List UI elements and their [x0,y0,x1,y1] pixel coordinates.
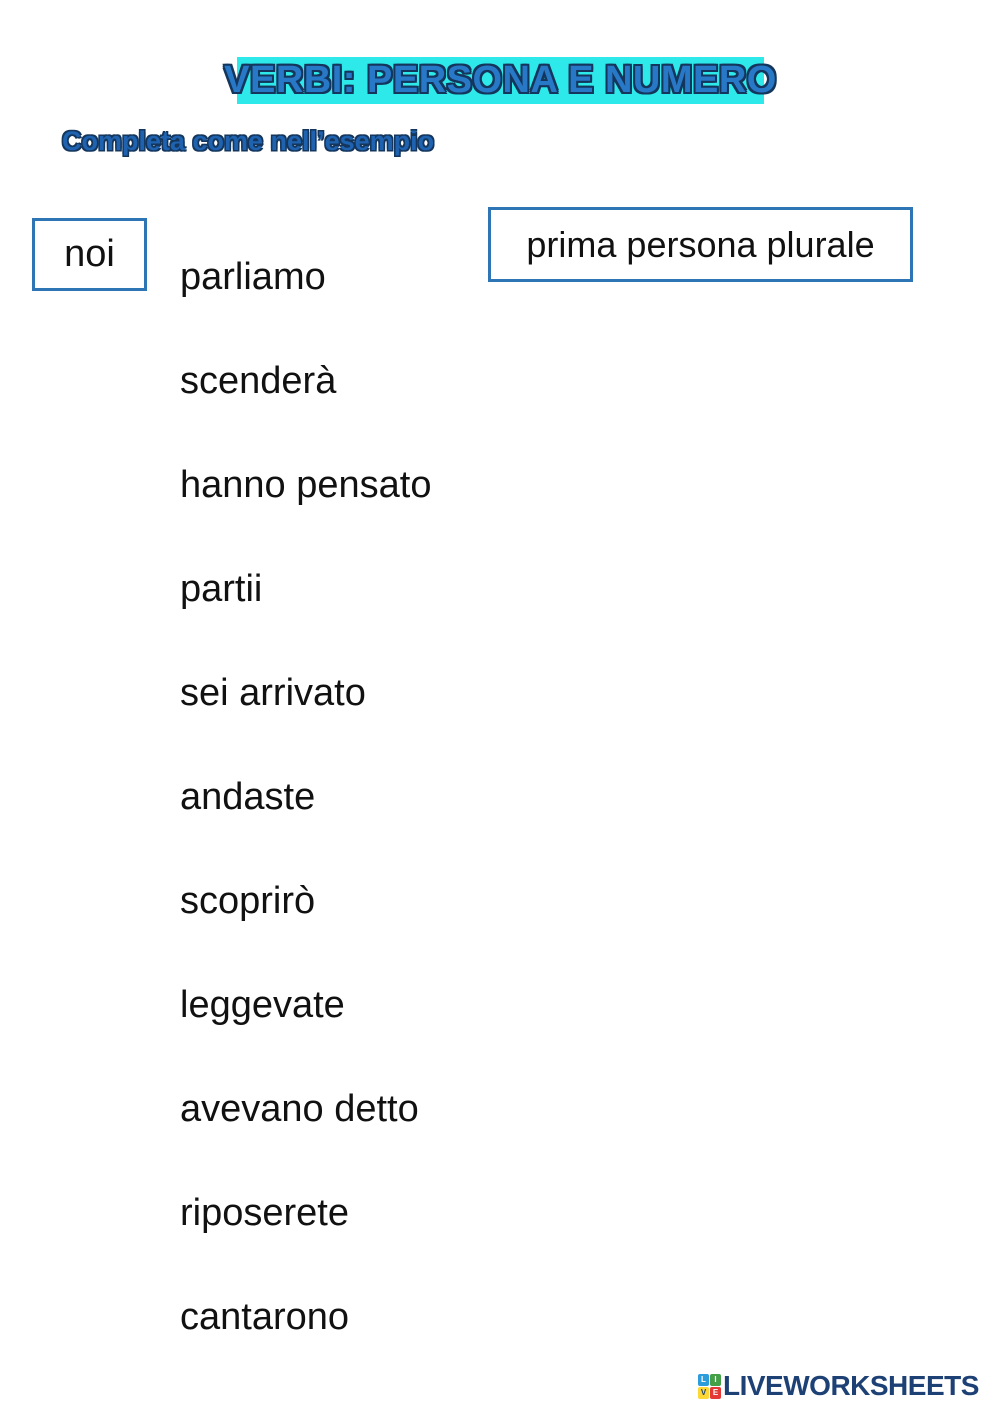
verb-list [180,225,680,1369]
liveworksheets-logo-tiles-icon [698,1374,721,1399]
logo-tile-v-icon: V [698,1387,709,1399]
logo-tile-e-icon: E [710,1387,721,1399]
instructions-text: Completa come nell’esempio [62,126,435,156]
verb-item: scenderà [180,359,337,402]
title-highlight [224,57,777,104]
liveworksheets-logo[interactable] [698,1371,979,1401]
verb-item: riposerete [180,1191,349,1234]
verb-item: partii [180,567,263,610]
logo-tile-l-icon: L [698,1374,709,1386]
verb-item: leggevate [180,983,345,1026]
example-answer-label: prima persona plurale [526,223,875,265]
verb-item: scoprirò [180,879,316,922]
example-pronoun-box [32,218,147,291]
verb-item: hanno pensato [180,463,432,506]
verb-item: sei arrivato [180,671,366,714]
example-pronoun-label: noi [64,233,115,275]
verb-item: cantarono [180,1295,350,1338]
verb-item: andaste [180,775,316,818]
verb-item: parliamo [180,255,326,298]
liveworksheets-logo-text: LIVEWORKSHEETS [723,1370,979,1401]
verb-item: avevano detto [180,1087,419,1130]
logo-tile-i-icon: I [710,1374,721,1386]
page-title: VERBI: PERSONA E NUMERO [224,59,777,101]
